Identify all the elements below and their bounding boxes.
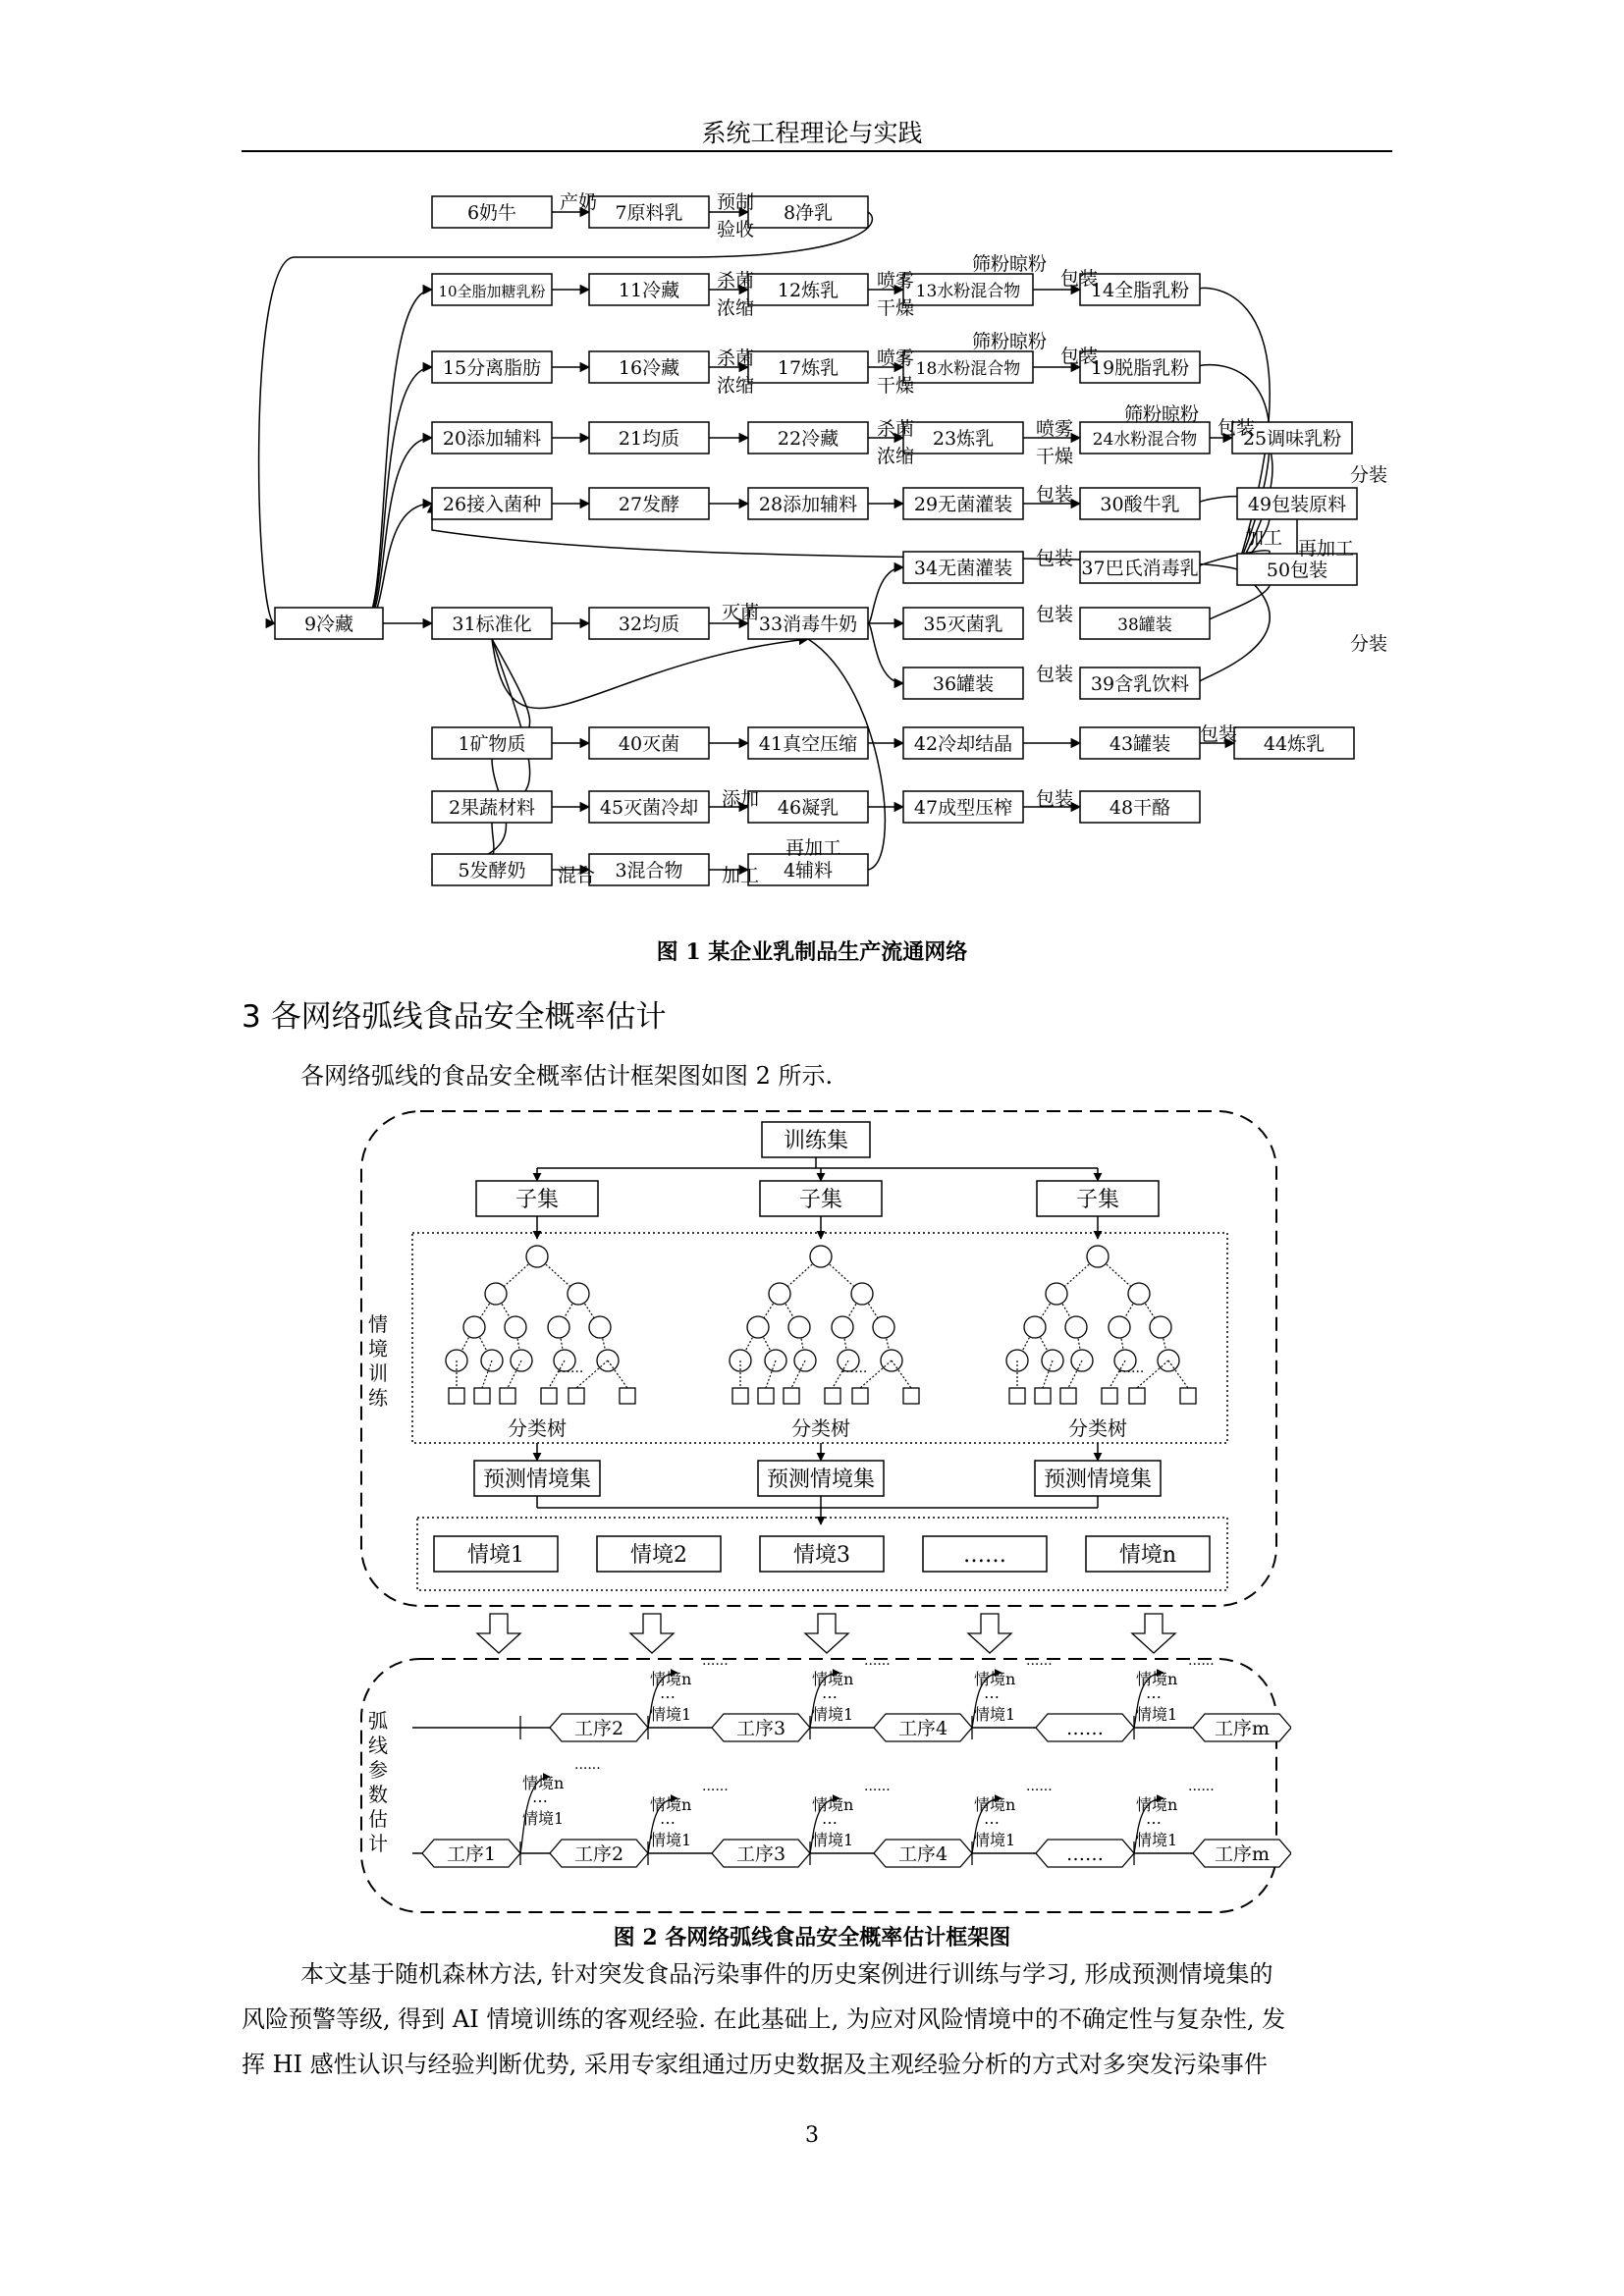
tree-node [526,1246,548,1267]
svg-text:3混合物: 3混合物 [615,860,683,881]
svg-text:36罐装: 36罐装 [932,673,995,695]
flow-label: 加工 [1245,527,1283,549]
network-node [1080,552,1200,583]
side-label-char: 训 [368,1362,388,1385]
figure1-network-diagram [236,191,1414,928]
network-node [748,791,868,823]
network-node [903,274,1033,305]
svg-text:工序4: 工序4 [897,1843,948,1865]
situation-n-label: 情境n [974,1670,1016,1688]
tree-leaf [568,1388,584,1404]
network-node [275,608,383,639]
flow-down-arrow [477,1614,520,1653]
network-node [432,422,552,454]
process-node [874,1840,972,1867]
svg-text:子集: 子集 [798,1188,843,1212]
flow-label: 包装 [1060,268,1099,290]
tree-node [463,1316,485,1338]
tree-ellipsis: ...... [840,1361,868,1376]
flow-label: 浓缩 [717,375,755,397]
network-node [589,351,709,383]
network-node [589,488,709,519]
network-node [1080,274,1200,305]
vertical-ellipsis: ⋯ [822,1813,838,1832]
tree-leaf [852,1388,868,1404]
subset-box [1037,1181,1159,1216]
svg-text:42冷却结晶: 42冷却结晶 [913,733,1013,755]
svg-text:29无菌灌装: 29无菌灌装 [913,494,1013,515]
tree-node [832,1316,853,1338]
svg-text:情境1: 情境1 [467,1543,524,1568]
subset-box [760,1181,882,1216]
flow-label: 添加 [722,788,760,810]
network-node [1080,667,1200,699]
flow-label: 包装 [1036,604,1074,625]
svg-text:48干酪: 48干酪 [1109,797,1171,819]
tree-leaf [620,1388,635,1404]
situation-1-label: 情境1 [522,1809,565,1828]
tree-label: 分类树 [508,1416,567,1440]
tree-node [568,1283,589,1305]
situation-n-label: 情境n [650,1795,692,1814]
network-node [1080,422,1210,454]
svg-text:情境3: 情境3 [793,1543,850,1568]
figure1-caption: 图 1 某企业乳制品生产流通网络 [656,939,968,965]
side-label-char: 参 [368,1758,388,1782]
svg-text:8净乳: 8净乳 [783,202,834,224]
network-node [748,488,868,519]
network-node [589,196,709,228]
process-node [550,1840,648,1867]
svg-text:11冷藏: 11冷藏 [618,280,680,301]
figure2-framework-diagram [349,1099,1291,1924]
flow-label: 预制 [717,191,755,213]
svg-text:27发酵: 27发酵 [618,494,680,515]
tree-label: 分类树 [1068,1416,1127,1440]
flow-label: 浓缩 [717,297,755,319]
horizontal-ellipsis: ...... [1026,1779,1053,1794]
vertical-ellipsis: ⋯ [532,1791,548,1810]
process-node [1036,1714,1134,1741]
situation-1-label: 情境1 [974,1705,1016,1724]
tree-node [788,1316,810,1338]
flow-label: 杀菌 [877,418,915,440]
vertical-ellipsis: ⋯ [1146,1687,1162,1706]
situation-box [597,1536,721,1572]
intro-paragraph: 各网络弧线的食品安全概率估计框架图如图 2 所示. [300,1062,834,1090]
svg-text:41真空压缩: 41真空压缩 [758,733,858,755]
svg-text:工序3: 工序3 [735,1718,786,1739]
tree-leaf [1060,1388,1076,1404]
flow-label: 包装 [1060,346,1099,367]
network-node [1080,791,1200,823]
horizontal-ellipsis: ...... [702,1779,729,1794]
vertical-ellipsis: ⋯ [660,1813,676,1832]
network-node [903,791,1023,823]
network-node [1237,488,1357,519]
network-node [748,727,868,759]
svg-text:17炼乳: 17炼乳 [777,357,839,379]
svg-text:19脱脂乳粉: 19脱脂乳粉 [1090,357,1190,379]
network-node [1080,488,1200,519]
svg-text:18水粉混合物: 18水粉混合物 [915,359,1021,379]
network-node [589,608,709,639]
tree-ellipsis: ...... [1117,1361,1145,1376]
flow-label: 喷雾 [1036,418,1074,440]
svg-text:20添加辅料: 20添加辅料 [442,428,542,450]
svg-text:16冷藏: 16冷藏 [618,357,680,379]
flow-down-arrow [630,1614,674,1653]
process-node [874,1714,972,1741]
subset-box [476,1181,598,1216]
situation-1-label: 情境1 [812,1705,854,1724]
flow-label: 筛粉晾粉 [972,253,1048,275]
svg-text:23炼乳: 23炼乳 [932,428,995,450]
svg-text:12炼乳: 12炼乳 [777,280,839,301]
tree-node [485,1283,507,1305]
svg-text:24水粉混合物: 24水粉混合物 [1092,430,1198,450]
flow-label: 包装 [1200,723,1238,745]
tree-node [747,1316,769,1338]
situation-1-label: 情境1 [1136,1831,1178,1849]
flow-label: 包装 [1036,788,1074,810]
flow-label: 再加工 [1298,538,1355,560]
svg-text:32均质: 32均质 [618,614,680,635]
svg-text:训练集: 训练集 [783,1129,849,1153]
tree-leaf [825,1388,840,1404]
tree-leaf [732,1388,748,1404]
tree-node [1065,1316,1087,1338]
network-node [589,791,709,823]
flow-label: 杀菌 [717,347,755,369]
network-node [589,422,709,454]
process-node [712,1714,810,1741]
network-node [432,274,552,305]
network-node [432,854,552,885]
flow-label: 分装 [1350,633,1388,655]
svg-text:22冷藏: 22冷藏 [777,428,839,450]
svg-text:7原料乳: 7原料乳 [615,202,683,224]
network-node [432,351,552,383]
tree-node [1024,1316,1046,1338]
process-node [422,1840,520,1867]
flow-label: 筛粉晾粉 [972,331,1048,352]
tree-node [873,1316,894,1338]
horizontal-ellipsis: ...... [1188,1653,1215,1669]
process-node [712,1840,810,1867]
situation-box [434,1536,558,1572]
situation-n-label: 情境n [812,1795,854,1814]
svg-text:44炼乳: 44炼乳 [1263,733,1326,755]
tree-ellipsis: ...... [557,1361,584,1376]
tree-node [1046,1283,1067,1305]
svg-text:……: …… [1066,1718,1104,1739]
network-node [1080,608,1210,639]
running-header: 系统工程理论与实践 [701,119,923,147]
horizontal-ellipsis: ...... [702,1653,729,1669]
side-label-char: 线 [368,1734,388,1757]
situation-n-label: 情境n [1136,1670,1178,1688]
svg-text:工序2: 工序2 [573,1843,624,1865]
network-node [1234,727,1354,759]
horizontal-ellipsis: ...... [1026,1653,1053,1669]
svg-text:……: …… [1066,1843,1104,1865]
svg-text:46凝乳: 46凝乳 [777,797,839,819]
network-node [589,274,709,305]
situation-1-label: 情境1 [1136,1705,1178,1724]
tree-leaf [1180,1388,1196,1404]
tree-leaf [1102,1388,1117,1404]
svg-text:工序1: 工序1 [446,1843,497,1865]
network-node [1080,727,1200,759]
vertical-ellipsis: ⋯ [660,1687,676,1706]
svg-text:50包装: 50包装 [1266,560,1328,581]
network-node [903,552,1023,583]
flow-label: 干燥 [877,297,915,319]
network-node [432,488,552,519]
flow-label: 灭菌 [722,602,760,623]
tree-node [769,1283,790,1305]
svg-text:工序3: 工序3 [735,1843,786,1865]
horizontal-ellipsis: ...... [1188,1779,1215,1794]
flow-label: 干燥 [1036,446,1074,467]
situation-1-label: 情境1 [812,1831,854,1849]
svg-text:34无菌灌装: 34无菌灌装 [913,558,1013,579]
tree-label: 分类树 [791,1416,850,1440]
network-node [1080,351,1200,383]
network-node [432,791,552,823]
svg-text:38罐装: 38罐装 [1117,615,1172,635]
svg-text:……: …… [963,1543,1006,1568]
tree-node [548,1316,569,1338]
horizontal-ellipsis: ...... [864,1779,891,1794]
flow-label: 筛粉晾粉 [1124,403,1200,425]
network-node [903,727,1023,759]
tree-leaf [1129,1388,1145,1404]
svg-text:37巴氏消毒乳: 37巴氏消毒乳 [1081,558,1199,579]
situation-1-label: 情境1 [974,1831,1016,1849]
flow-label: 验收 [717,219,755,240]
network-node [748,422,868,454]
flow-down-arrow [1132,1614,1175,1653]
side-label-char: 练 [368,1386,388,1410]
svg-text:21均质: 21均质 [618,428,680,450]
situation-n-label: 情境n [1136,1795,1178,1814]
process-node [1193,1840,1291,1867]
side-label-char: 弧 [368,1709,388,1733]
svg-text:情境n: 情境n [1118,1543,1177,1568]
svg-text:子集: 子集 [514,1188,560,1212]
tree-leaf [784,1388,799,1404]
side-label-char: 数 [368,1783,388,1806]
network-node [903,488,1023,519]
body-line-2: 风险预警等级, 得到 AI 情境训练的客观经验. 在此基础上, 为应对风险情境中的不确定性与复杂性, 发 [242,2005,1286,2033]
network-node [748,274,868,305]
svg-text:39含乳饮料: 39含乳饮料 [1090,673,1190,695]
tree-node [1087,1246,1109,1267]
section-heading: 3 各网络弧线食品安全概率估计 [242,999,667,1035]
tree-leaf [449,1388,464,1404]
svg-text:14全脂乳粉: 14全脂乳粉 [1090,280,1190,301]
training-set-box [762,1122,870,1157]
svg-text:30酸牛乳: 30酸牛乳 [1100,494,1180,515]
svg-text:1矿物质: 1矿物质 [458,733,526,755]
horizontal-ellipsis: ...... [574,1757,601,1773]
tree-leaf [1009,1388,1025,1404]
svg-text:工序m: 工序m [1214,1843,1271,1865]
tree-leaf [500,1388,515,1404]
tree-node [1150,1316,1171,1338]
situation-n-label: 情境n [812,1670,854,1688]
situation-box [760,1536,884,1572]
flow-label: 分装 [1350,464,1388,486]
flow-label: 包装 [1218,417,1256,439]
flow-label: 喷雾 [877,347,915,369]
network-node [589,727,709,759]
svg-text:35灭菌乳: 35灭菌乳 [923,614,1003,635]
network-node [748,608,868,639]
process-node [550,1714,648,1741]
figure2-caption: 图 2 各网络弧线食品安全概率估计框架图 [613,1925,1011,1950]
svg-text:5发酵奶: 5发酵奶 [458,860,526,881]
predict-set-box [474,1461,600,1496]
page-number: 3 [805,2123,819,2148]
svg-text:预测情境集: 预测情境集 [1043,1468,1153,1492]
tree-node [1128,1283,1150,1305]
svg-text:40灭菌: 40灭菌 [618,733,680,755]
svg-text:情境2: 情境2 [630,1543,687,1568]
vertical-ellipsis: ⋯ [984,1813,1000,1832]
network-node [748,351,868,383]
header-rule [242,150,1392,152]
network-node [432,608,552,639]
svg-text:15分离脂肪: 15分离脂肪 [442,357,542,379]
network-node [589,854,709,885]
vertical-ellipsis: ⋯ [984,1687,1000,1706]
side-label-char: 估 [368,1807,388,1831]
svg-text:31标准化: 31标准化 [452,614,532,635]
tree-leaf [474,1388,490,1404]
situation-n-label: 情境n [522,1774,565,1792]
flow-label: 喷雾 [877,270,915,292]
side-label-char: 境 [368,1337,388,1361]
network-node [903,351,1033,383]
network-node [432,196,552,228]
situation-n-label: 情境n [974,1795,1016,1814]
flow-label: 浓缩 [877,446,915,467]
flow-down-arrow [968,1614,1011,1653]
svg-text:13水粉混合物: 13水粉混合物 [915,282,1021,301]
svg-text:26接入菌种: 26接入菌种 [442,494,542,515]
situation-box [923,1536,1047,1572]
svg-text:33消毒牛奶: 33消毒牛奶 [758,614,858,635]
process-node [1193,1714,1291,1741]
svg-text:工序4: 工序4 [897,1718,948,1739]
situation-n-label: 情境n [650,1670,692,1688]
flow-label: 包装 [1036,664,1074,685]
tree-node [505,1316,526,1338]
svg-text:49包装原料: 49包装原料 [1247,494,1347,515]
tree-leaf [541,1388,557,1404]
svg-text:10全脂加糖乳粉: 10全脂加糖乳粉 [438,283,546,300]
body-line-1: 本文基于随机森林方法, 针对突发食品污染事件的历史案例进行训练与学习, 形成预测情境集的 [300,1960,1273,1988]
vertical-ellipsis: ⋯ [1146,1813,1162,1832]
horizontal-ellipsis: ...... [864,1653,891,1669]
flow-down-arrow [805,1614,848,1653]
network-node [903,608,1023,639]
svg-text:预测情境集: 预测情境集 [766,1468,876,1492]
network-node [903,667,1023,699]
svg-text:28添加辅料: 28添加辅料 [758,494,858,515]
network-node [748,196,868,228]
side-label-char: 情 [368,1312,388,1336]
tree-node [1109,1316,1130,1338]
svg-text:2果蔬材料: 2果蔬材料 [448,797,536,819]
predict-set-box [758,1461,884,1496]
svg-text:4辅料: 4辅料 [783,860,834,881]
tree-leaf [1035,1388,1051,1404]
body-line-3: 挥 HI 感性认识与经验判断优势, 采用专家组通过历史数据及主观经验分析的方式对多突发污染事件 [242,2051,1268,2078]
situation-1-label: 情境1 [650,1705,692,1724]
svg-text:6奶牛: 6奶牛 [466,202,517,224]
flow-label: 混合 [558,865,596,886]
situation-1-label: 情境1 [650,1831,692,1849]
svg-text:43罐装: 43罐装 [1109,733,1171,755]
tree-node [851,1283,873,1305]
predict-set-box [1035,1461,1161,1496]
tree-leaf [758,1388,774,1404]
svg-text:9冷藏: 9冷藏 [303,614,354,635]
network-node [903,422,1023,454]
svg-text:25调味乳粉: 25调味乳粉 [1242,428,1342,450]
flow-label: 加工 [722,865,760,886]
flow-label: 产奶 [560,191,598,213]
flow-label: 再加工 [785,837,842,859]
situation-box [1086,1536,1210,1572]
side-label-char: 计 [368,1832,388,1855]
flow-label: 干燥 [877,375,915,397]
flow-label: 包装 [1036,548,1074,569]
svg-text:47成型压榨: 47成型压榨 [913,797,1013,819]
svg-text:子集: 子集 [1075,1188,1120,1212]
tree-leaf [903,1388,919,1404]
svg-text:工序2: 工序2 [573,1718,624,1739]
svg-text:工序m: 工序m [1214,1718,1271,1739]
process-node [1036,1840,1134,1867]
vertical-ellipsis: ⋯ [822,1687,838,1706]
flow-label: 杀菌 [717,270,755,292]
network-node [432,727,552,759]
tree-node [810,1246,832,1267]
tree-node [589,1316,611,1338]
svg-text:45灭菌冷却: 45灭菌冷却 [599,797,699,819]
svg-text:预测情境集: 预测情境集 [482,1468,592,1492]
flow-label: 包装 [1036,484,1074,506]
